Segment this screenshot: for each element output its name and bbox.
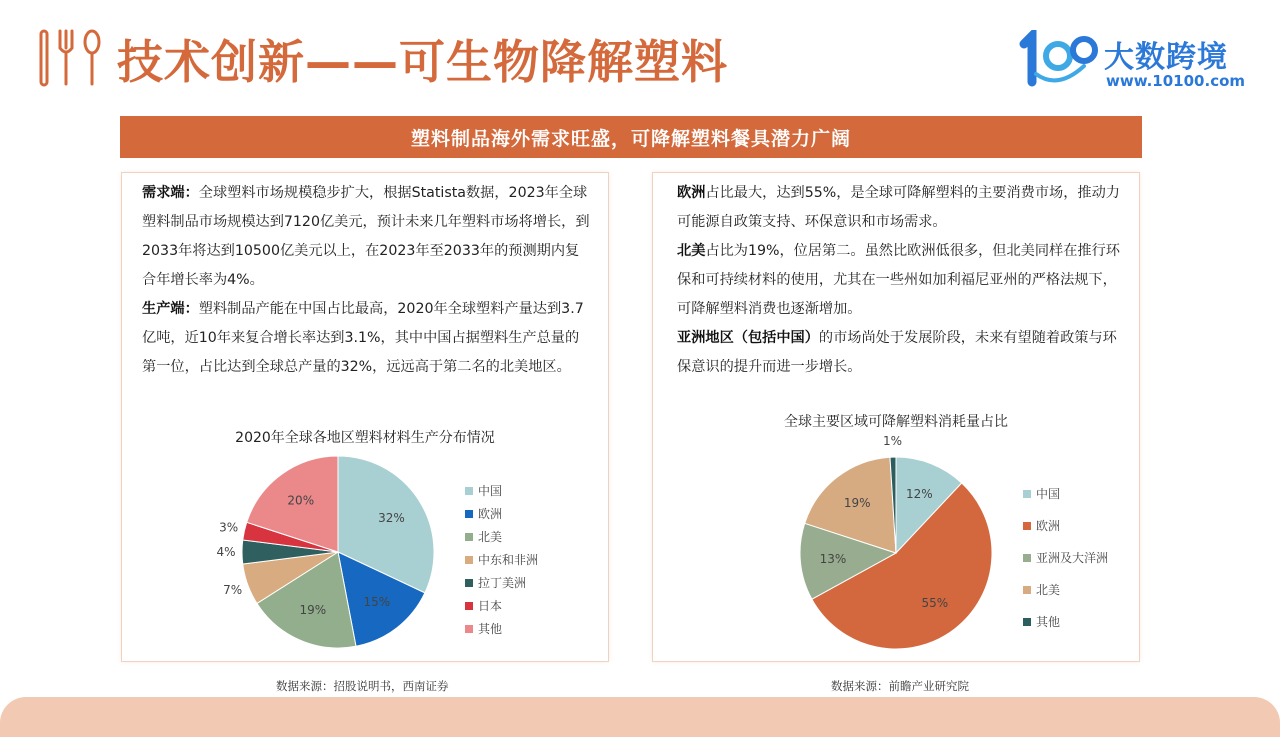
legend-swatch [465, 556, 473, 564]
left-source-note: 数据来源：招股说明书，西南证券 [276, 679, 449, 693]
north-america-text: 占比为19%，位居第二。虽然比欧洲低很多，但北美同样在推行环保和可持续材料的使用，尤其在一些州如加利福尼亚州的严格法规下，可降解塑料消费也逐渐增加。 [677, 243, 1120, 317]
legend-item: 北美 [478, 530, 503, 544]
legend-item: 中国 [1036, 487, 1061, 501]
supply-text: 塑料制品产能在中国占比最高，2020年全球塑料产量达到3.7亿吨，近10年来复合增长率达到3.1%，其中中国占据塑料生产总量的第一位，占比达到全球总产量的32%，远远高于第二名的北美地区。 [142, 301, 584, 375]
footer-bar [0, 697, 1280, 737]
left-description [142, 179, 592, 382]
right-source-note: 数据来源：前瞻产业研究院 [831, 679, 969, 693]
legend-item: 欧洲 [478, 507, 503, 521]
slice-label: 4% [216, 545, 236, 559]
supply-paragraph [142, 295, 592, 382]
legend-item: 日本 [478, 599, 503, 613]
demand-paragraph [142, 179, 592, 295]
legend-item: 中国 [478, 484, 503, 498]
demand-label: 需求端： [142, 185, 199, 201]
slice-label: 7% [223, 582, 243, 597]
slice-label: 55% [921, 596, 949, 611]
right-description [677, 179, 1127, 382]
legend-swatch [465, 487, 473, 495]
legend-swatch [465, 533, 473, 541]
asia-label: 亚洲地区（包括中国） [677, 330, 819, 346]
legend-item: 北美 [1036, 583, 1061, 597]
legend-swatch [465, 602, 473, 610]
brand-url: www.10100.com [1106, 72, 1246, 90]
slice-label: 20% [287, 493, 315, 508]
north-america-paragraph [677, 237, 1127, 324]
legend-swatch [465, 579, 473, 587]
legend-swatch [465, 510, 473, 518]
legend-item: 其他 [1036, 615, 1061, 629]
europe-paragraph [677, 179, 1127, 237]
slice-label: 12% [905, 487, 933, 502]
legend-item: 中东和非洲 [478, 553, 539, 567]
legend-swatch [465, 625, 473, 633]
right-panel [652, 172, 1140, 662]
asia-paragraph [677, 324, 1127, 382]
slice-label: 1% [882, 434, 903, 449]
asia-text: 的市场尚处于发展阶段，未来有望随着政策与环保意识的提升而进一步增长。 [677, 330, 1117, 375]
demand-text: 全球塑料市场规模稳步扩大，根据Statista数据，2023年全球塑料制品市场规模达到7120亿美元，预计未来几年塑料市场将增长，到2033年将达到10500亿美元以上，在2023年至2033年的预测期内复合年增长率为4%。 [142, 185, 590, 288]
europe-label: 欧洲 [677, 185, 706, 201]
legend-item: 欧洲 [1036, 519, 1061, 533]
slice-label: 3% [219, 520, 239, 535]
section-banner: 塑料制品海外需求旺盛，可降解塑料餐具潜力广阔 [120, 116, 1142, 158]
brand-logo-icon [1018, 30, 1104, 88]
legend-swatch [1023, 586, 1031, 594]
slice-label: 32% [378, 511, 405, 526]
legend-swatch [1023, 618, 1031, 626]
slice-label: 19% [299, 603, 327, 618]
slice-label: 15% [363, 595, 391, 610]
slice-label: 19% [843, 495, 871, 510]
cutlery-icon [38, 28, 104, 88]
chart-title: 全球主要区域可降解塑料消耗量占比 [784, 414, 1008, 430]
slice-label: 13% [819, 551, 847, 566]
legend-swatch [1023, 490, 1031, 498]
north-america-label: 北美 [677, 243, 706, 259]
production-pie-chart [122, 421, 608, 661]
brand-name: 大数跨境 [1104, 40, 1228, 75]
legend-item: 拉丁美洲 [478, 576, 527, 590]
left-panel [121, 172, 609, 662]
legend-item: 亚洲及大洋洲 [1036, 551, 1109, 565]
consumption-pie-chart [653, 403, 1139, 663]
supply-label: 生产端： [142, 301, 199, 317]
europe-text: 占比最大，达到55%，是全球可降解塑料的主要消费市场，推动力可能源自政策支持、环保意识和市场需求。 [677, 185, 1120, 230]
chart-title: 2020年全球各地区塑料材料生产分布情况 [235, 430, 495, 446]
legend-swatch [1023, 522, 1031, 530]
legend-item: 其他 [478, 622, 503, 636]
page-title: 技术创新——可生物降解塑料 [117, 35, 728, 89]
legend-swatch [1023, 554, 1031, 562]
brand [1018, 30, 1248, 92]
